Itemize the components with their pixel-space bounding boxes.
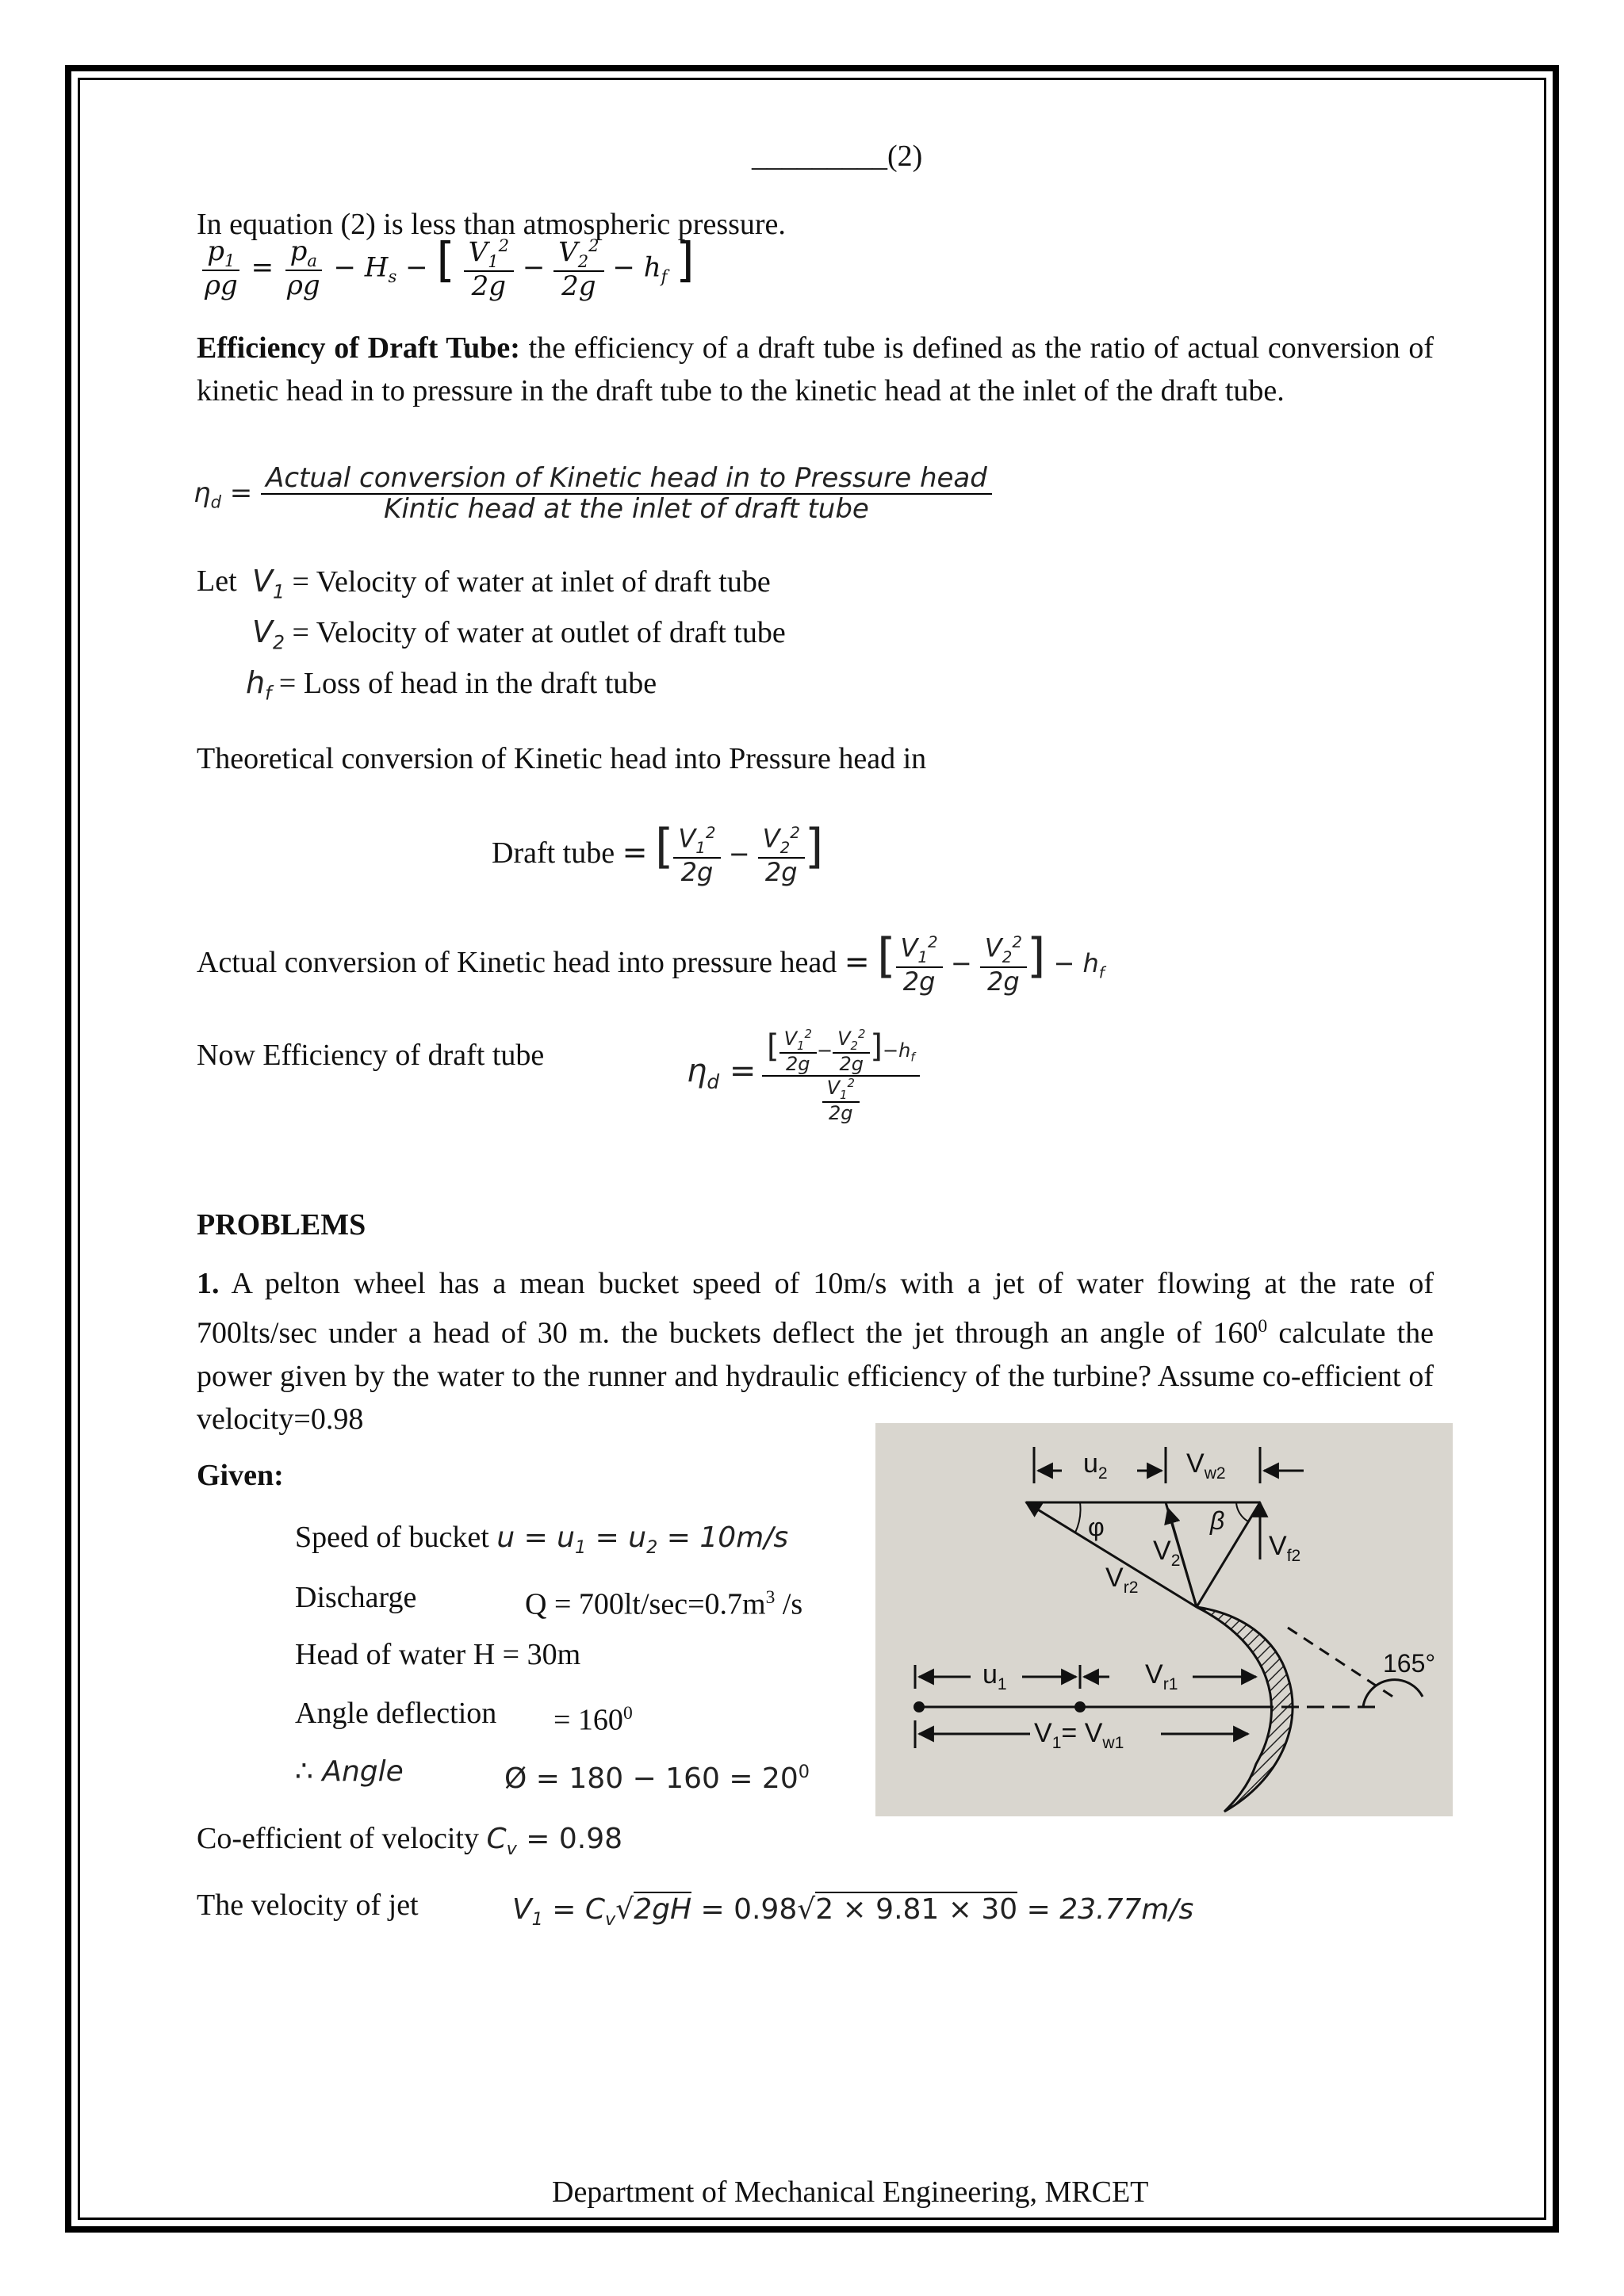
pressure-equation: $\frac{p_1}{\rho g}$ = $\frac{p_a}{\rho g}$ − $H_s$ − [ $\frac{V_1^2}{2g}$ − $\frac{V_2^2}{2g}$ − $h_f$ ] [200,236,695,302]
efficiency-definition-equation: $\eta_d$ = $\frac{\text{Actual conversion of Kinetic head in to Pressure head}}{\text{Kintic head at the inlet of draft tube}}$ [193,464,992,525]
given-heading: Given: [197,1459,284,1492]
given-angle-label: Angle deflection [295,1697,497,1730]
given-therefore-angle: ∴ Angle [295,1755,404,1788]
label-vr1: $V_{r1}$ [1145,1659,1178,1693]
given-angle-value: = $160^0$ [553,1703,633,1737]
velocity-triangle-diagram [875,1423,1453,1816]
label-phi: φ [1088,1513,1105,1541]
label-vw2: $V_{w2}$ [1186,1448,1226,1483]
definition-hf: $h_f$ = Loss of head in the draft tube [246,665,657,705]
label-u1: $u_1$ [982,1659,1007,1693]
jet-velocity-label: The velocity of jet [197,1888,419,1922]
now-efficiency-label: Now Efficiency of draft tube [197,1039,545,1072]
problems-heading: PROBLEMS [197,1208,366,1242]
given-phi-value: Ø = $180 - 160 = 20^0$ [504,1762,810,1795]
label-165-degrees: 165° [1383,1649,1436,1678]
label-v2: $V_2$ [1153,1536,1181,1570]
page-footer: Department of Mechanical Engineering, MRCET [552,2175,1149,2209]
efficiency-paragraph: Efficiency of Draft Tube: the efficiency of a draft tube is defined as the ratio of actual conversion of kinetic head in to pressure in the draft tube to the kinetic head at the inlet of the draft tube. [197,331,1434,408]
definition-v2: $V_2$ = Velocity of water at outlet of draft tube [252,614,786,654]
given-discharge-value: $Q = 700lt/\sec=0.7m^3$ /s [525,1587,803,1621]
phi-arc [1075,1502,1081,1533]
label-beta: β [1210,1506,1225,1535]
label-v1-equals-vw1: $V_1= V_{w1}$ [1034,1718,1124,1752]
velocity-triangle-figure [875,1423,1453,1816]
jet-velocity-equation: $V_1 = C_v√2gH = 0.98√2 \times 9.81 \times 30 = 23.77m/s$ [512,1893,1194,1931]
equation-reference: _________(2) [752,140,923,173]
cv-line: Co-efficient of velocity $C_v = 0.98$ [197,1822,623,1860]
definition-v1: $V_1$ = Velocity of water at inlet of draft tube [252,564,771,603]
draft-tube-efficiency-equation: $\eta_d$ = [ $\frac{V_1^2}{2g}$ − $\frac{V_2^2}{2g}$ ]$-h_f$ $\frac{V_1^2}{2g}$ [687,1027,920,1123]
actual-conversion-equation: Actual conversion of Kinetic head into pressure head = [ $\frac{V_1^2}{2g}$ − $\frac{V_2^2}{2g}$ ] − $h_f$ [197,928,1105,997]
given-head: Head of water H = 30m [295,1638,581,1671]
beta-arc [1236,1502,1248,1521]
label-vf2: $V_{f2}$ [1269,1531,1301,1565]
label-vr2: $V_{r2}$ [1105,1563,1139,1597]
jet-point [914,1701,925,1712]
text-line: In equation (2) is less than atmospheric pressure. [197,208,786,241]
draft-tube-equation: Draft tube = [ $\frac{V_1^2}{2g}$ − $\frac{V_2^2}{2g}$ ] [492,819,824,887]
problem-1-text: 1. A pelton wheel has a mean bucket speed of 10m/s with a jet of water flowing at the rate of 700lts/sec under a head of 30 m. the buckets deflect the jet through an angle of $160^0$ calculate the power given by the water to the runner and hydraulic efficiency of the turbine? Assume co-efficient of velocity=0.98 [197,1267,1434,1436]
given-speed: Speed of bucket $u = u_1 = u_2 = 10m/s$ [295,1521,789,1559]
given-discharge-label: Discharge [295,1581,417,1614]
label-u2: $u_2$ [1083,1448,1108,1483]
triangle-hypotenuse [1197,1502,1260,1607]
bucket-shape [1197,1607,1293,1812]
jet-point [1074,1701,1086,1712]
let-label: Let [197,564,237,598]
deflection-line [1288,1628,1399,1701]
theoretical-text: Theoretical conversion of Kinetic head into Pressure head in [197,742,927,775]
efficiency-heading: Efficiency of Draft Tube: [197,331,520,365]
